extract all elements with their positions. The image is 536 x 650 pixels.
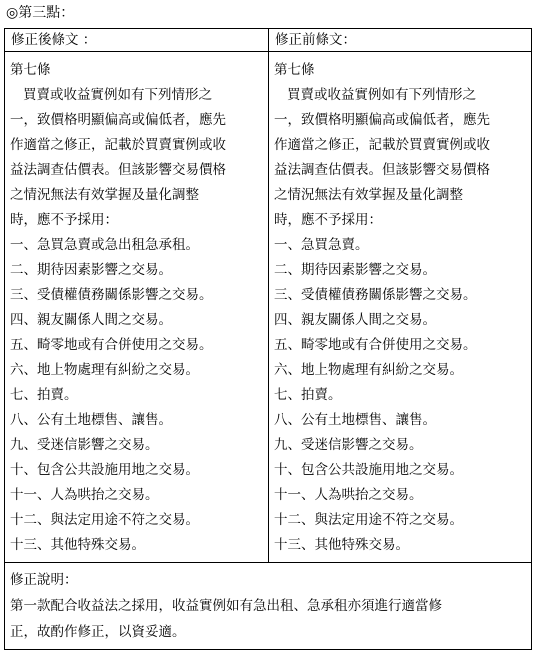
list-item: 三、受債權債務關係影響之交易。 <box>274 287 477 303</box>
list-item: 三、受債權債務關係影響之交易。 <box>10 287 213 303</box>
paragraph-line: 買賣或收益實例如有下列情形之 <box>287 87 476 103</box>
table-body-row <box>5 52 532 563</box>
list-item: 十二、與法定用途不符之交易。 <box>10 512 199 528</box>
list-item: 七、拍賣。 <box>10 387 78 403</box>
list-item: 五、畸零地或有合併使用之交易。 <box>274 337 477 353</box>
list-item: 七、拍賣。 <box>274 387 342 403</box>
list-item: 二、期待因素影響之交易。 <box>10 262 172 278</box>
list-item: 六、地上物處理有糾紛之交易。 <box>10 362 199 378</box>
notes-line: 正，故酌作修正，以資妥適。 <box>10 624 186 640</box>
header-original-text: 修正前條文： <box>269 29 532 52</box>
list-item: 一、急買急賣或急出租急承租。 <box>10 237 199 253</box>
list-item: 四、親友關係人間之交易。 <box>10 312 172 328</box>
list-item: 五、畸零地或有合併使用之交易。 <box>10 337 213 353</box>
list-item: 十三、其他特殊交易。 <box>10 537 145 553</box>
paragraph-line: 作適當之修正，記載於買賣實例或收 <box>274 137 490 153</box>
table-header-row <box>5 29 532 52</box>
amendment-notes-cell <box>5 563 532 650</box>
list-item: 十、包含公共設施用地之交易。 <box>10 462 199 478</box>
list-item: 十、包含公共設施用地之交易。 <box>274 462 463 478</box>
list-item: 十一、人為哄抬之交易。 <box>274 487 423 503</box>
section-heading: ◎第三點： <box>6 5 75 21</box>
paragraph-line: 作適當之修正，記載於買賣實例或收 <box>10 137 226 153</box>
paragraph-line: 益法調查估價表。但該影響交易價格 <box>10 162 226 178</box>
paragraph-line: 時，應不予採用： <box>274 212 382 228</box>
paragraph-line: 一，致價格明顯偏高或偏低者，應先 <box>274 112 490 128</box>
list-item: 四、親友關係人間之交易。 <box>274 312 436 328</box>
amendment-comparison-table <box>4 28 532 650</box>
list-item: 十一、人為哄抬之交易。 <box>10 487 159 503</box>
paragraph-line: 一，致價格明顯偏高或偏低者，應先 <box>10 112 226 128</box>
list-item: 十三、其他特殊交易。 <box>274 537 409 553</box>
paragraph-line: 益法調查估價表。但該影響交易價格 <box>274 162 490 178</box>
article-title: 第七條 <box>274 62 315 78</box>
amended-text-cell <box>5 52 269 563</box>
original-text-cell <box>269 52 532 563</box>
list-item: 十二、與法定用途不符之交易。 <box>274 512 463 528</box>
list-item: 六、地上物處理有糾紛之交易。 <box>274 362 463 378</box>
list-item: 二、期待因素影響之交易。 <box>274 262 436 278</box>
article-title: 第七條 <box>10 62 51 78</box>
paragraph-line: 時，應不予採用： <box>10 212 118 228</box>
list-item: 八、公有土地標售、讓售。 <box>10 412 172 428</box>
list-item: 一、急買急賣。 <box>274 237 369 253</box>
paragraph-line: 之情況無法有效掌握及量化調整 <box>274 187 463 203</box>
list-item: 九、受迷信影響之交易。 <box>274 437 423 453</box>
list-item: 八、公有土地標售、讓售。 <box>274 412 436 428</box>
header-amended-text: 修正後條文 ： <box>5 29 269 52</box>
notes-line: 第一款配合收益法之採用，收益實例如有急出租、急承租亦須進行適當修 <box>10 598 442 614</box>
notes-title: 修正說明： <box>10 572 78 588</box>
notes-row <box>5 563 532 650</box>
paragraph-line: 買賣或收益實例如有下列情形之 <box>23 87 212 103</box>
list-item: 九、受迷信影響之交易。 <box>10 437 159 453</box>
paragraph-line: 之情況無法有效掌握及量化調整 <box>10 187 199 203</box>
